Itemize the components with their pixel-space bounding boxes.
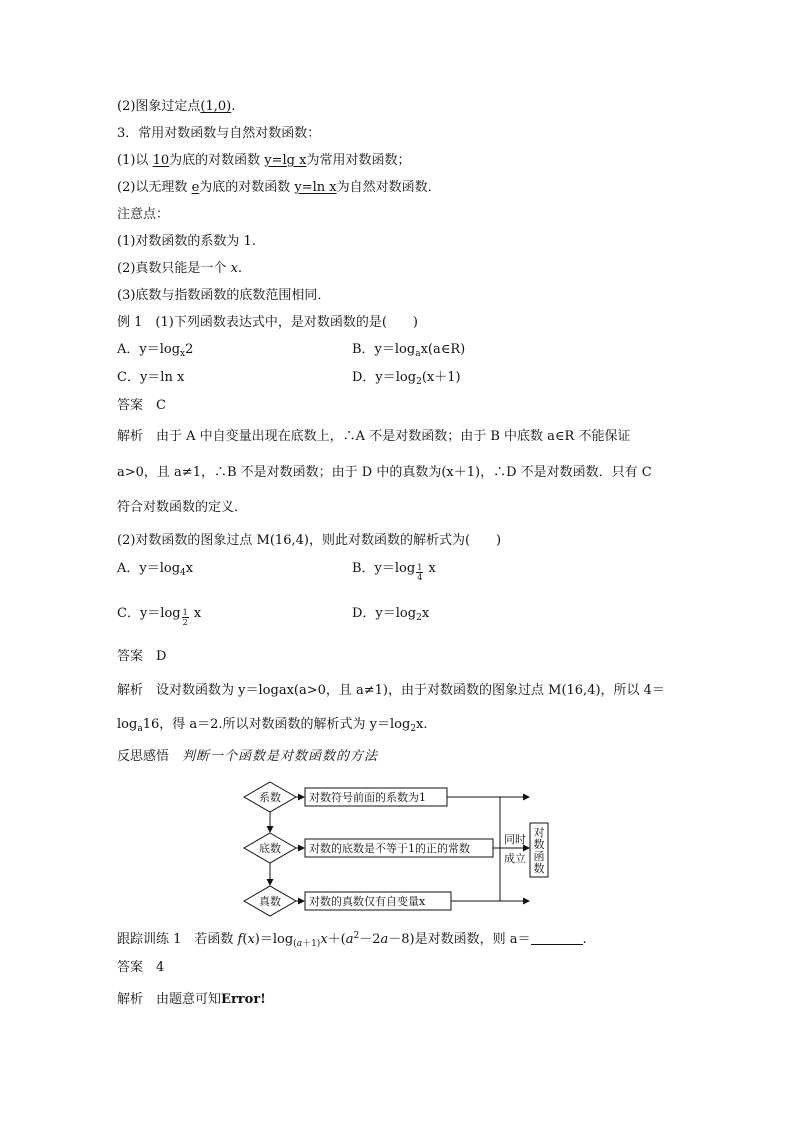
option-b: B．$y=\log_ax(a\in R)$ <box>352 342 466 359</box>
rule-text-3: 对数的真数仅有自变量x <box>309 895 426 908</box>
result-char-2: 数 <box>533 838 545 851</box>
underlined-answer: (1,0) <box>200 99 232 114</box>
answer-1: 答案 C <box>117 398 166 413</box>
underlined-answer: e <box>191 180 200 195</box>
option-d: D．$y=\log_2(x+1)$ <box>352 370 461 387</box>
diamond-label-coefficient: 系数 <box>259 791 281 804</box>
option2-c: C．y＝log $\frac{1}{2}$ x <box>117 606 202 627</box>
underlined-answer: y=lg x <box>264 153 307 168</box>
result-char-1: 对 <box>533 826 545 839</box>
reflection-heading: 反思感悟 判断一个函数是对数函数的方法 <box>117 749 379 764</box>
underlined-answer: 10 <box>152 153 170 168</box>
fraction: $\frac{1}{4}$ <box>417 563 423 582</box>
example-1-question-2: (2)对数函数的图象过点 M(16,4)，则此对数函数的解析式为( ) <box>117 533 502 548</box>
diamond-label-base: 底数 <box>259 842 281 855</box>
note-3: (3)底数与指数函数的底数范围相同． <box>117 288 331 303</box>
notes-label: 注意点： <box>117 207 170 222</box>
answer-blank <box>531 932 583 945</box>
example-1-question: 例 1 (1)下列函数表达式中，是对数函数的是( ) <box>117 315 418 330</box>
text-line-1: (2)图象过定点(1,0). <box>117 99 236 114</box>
join-label-bottom: 成立 <box>504 852 526 865</box>
text-line-3: (1)以 10为底的对数函数 y=lg x为常用对数函数； <box>117 153 411 168</box>
option2-b: B．y＝log $\frac{1}{4}$ x <box>352 561 436 582</box>
function-expression: $f(x)=\log_{(a+1)}x+(a^2-2a-8)$ <box>237 931 415 949</box>
underlined-answer: y=ln x <box>294 180 337 195</box>
text-line-4: (2)以无理数 e为底的对数函数 y=ln x为自然对数函数． <box>117 180 441 195</box>
note-2: (2)真数只能是一个 x. <box>117 261 243 276</box>
explanation-1-line-2: a>0，且 a≠1，∴B 不是对数函数；由于 D 中的真数为(x＋1)，∴D 不是对数函数．只有 C <box>117 465 652 480</box>
answer-2: 答案 D <box>117 649 167 664</box>
option-a: A．$y=\log_x2$ <box>117 342 194 359</box>
explanation-3: 解析 由题意可知Error! <box>117 992 266 1007</box>
option-c: C．y＝ln x <box>117 370 185 385</box>
note-1: (1)对数函数的系数为 1. <box>117 234 256 249</box>
rule-text-1: 对数符号前面的系数为1 <box>309 791 426 804</box>
result-char-4: 数 <box>533 862 545 875</box>
tracking-exercise: 跟踪训练 1 若函数 $f(x)=\log_{(a+1)}x+(a^2-2a-8)$是对数函数，则 a＝ . <box>117 931 587 949</box>
diamond-label-argument: 真数 <box>259 895 281 908</box>
rule-text-2: 对数的底数是不等于1的正的常数 <box>309 842 470 855</box>
explanation-2-line-1: 解析 设对数函数为 y＝logax(a>0，且 a≠1)，由于对数函数的图象过点 M(16,4)，所以 4＝ <box>117 683 665 698</box>
join-label-top: 同时 <box>504 833 526 846</box>
explanation-1-line-1: 解析 由于 A 中自变量出现在底数上，∴A 不是对数函数；由于 B 中底数 a∈R 不能保证 <box>117 429 631 444</box>
explanation-2-line-2: $\log_a16$，得 a＝2.所以对数函数的解析式为 $y=\log_2x$. <box>117 717 428 734</box>
error-text: Error! <box>221 992 266 1007</box>
fraction: $\frac{1}{2}$ <box>182 608 188 627</box>
option2-a: A．$y=\log_4x$ <box>117 561 194 578</box>
option2-d: D．$y=\log_2x$ <box>352 606 430 623</box>
flowchart-diagram <box>240 780 560 920</box>
explanation-1-line-3: 符合对数函数的定义． <box>117 500 248 515</box>
section-heading: 3．常用对数函数与自然对数函数： <box>117 126 321 141</box>
answer-3: 答案 4 <box>117 960 165 975</box>
result-char-3: 函 <box>533 850 545 863</box>
